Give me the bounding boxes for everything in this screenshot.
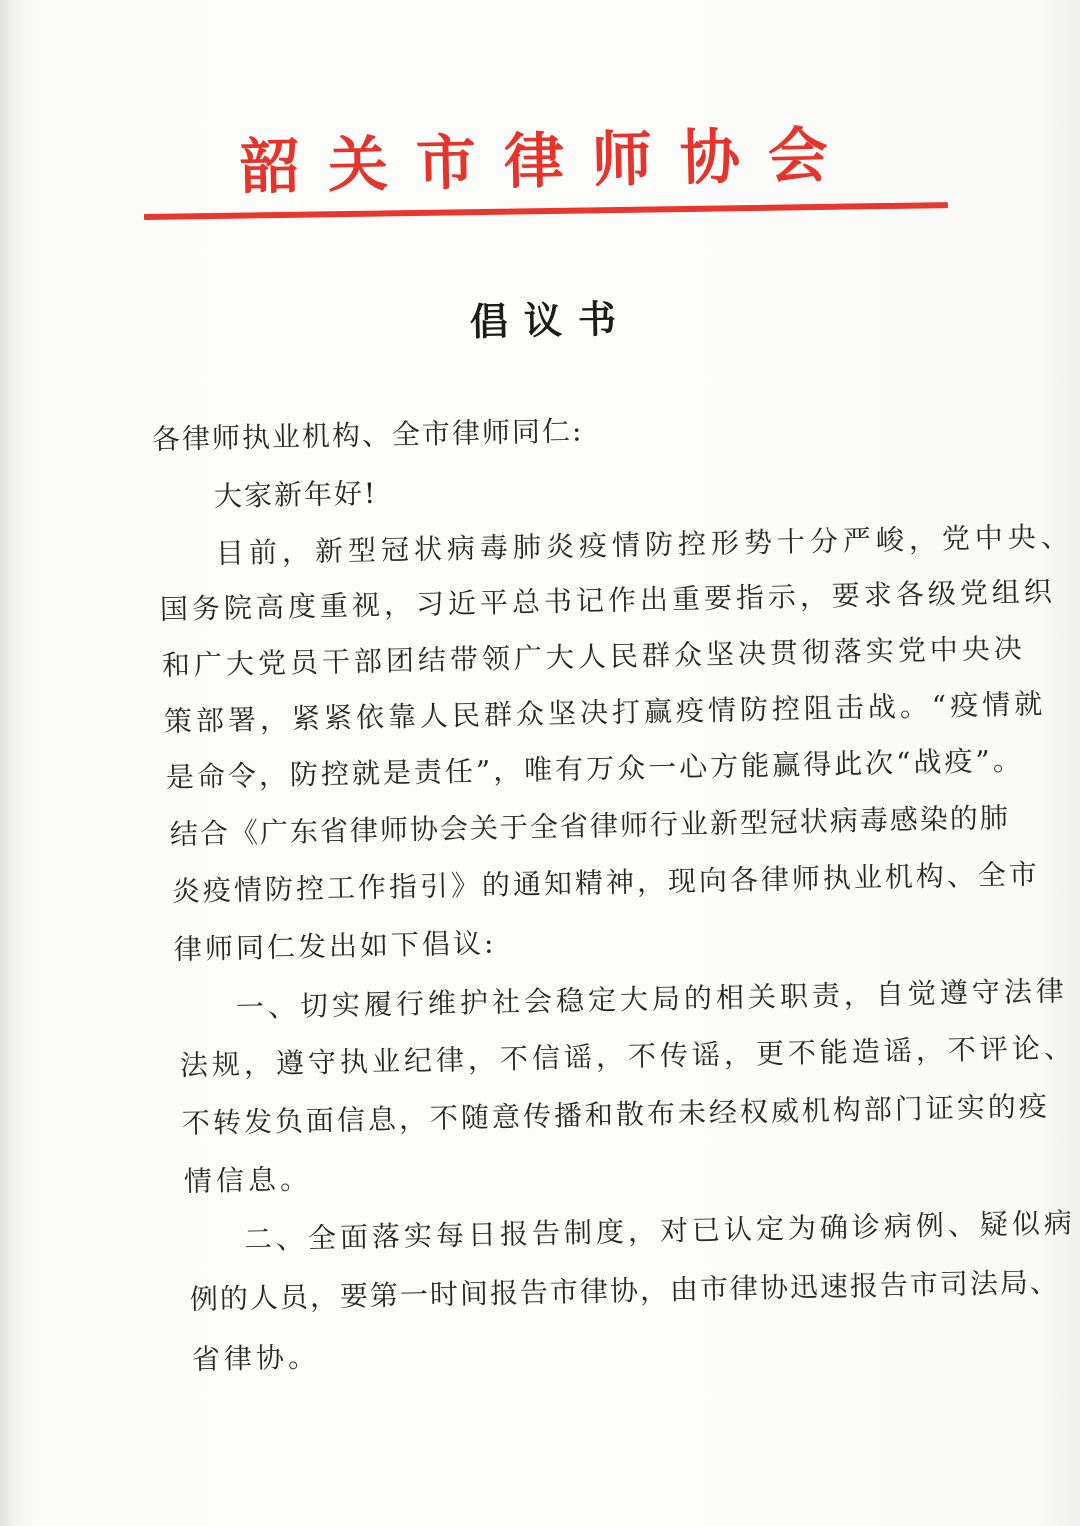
- body-line: 法规，遵守执业纪律，不信谣，不传谣，更不能造谣，不评论、: [179, 1031, 1077, 1082]
- body-line: 情信息。: [183, 1162, 313, 1198]
- body-line: 结合《广东省律师协会关于全省律师行业新型冠状病毒感染的肺: [169, 801, 1011, 851]
- letterhead-organization: 韶关市律师协会: [239, 120, 857, 203]
- body-line: 省律协。: [191, 1340, 321, 1376]
- body-line: 一、切实履行维护社会稳定大局的相关职责，自觉遵守法律: [235, 974, 1069, 1024]
- body-line: 不转发负面信息，不随意传播和散布未经权威机构部门证实的疫: [181, 1089, 1051, 1140]
- body-line: 例的人员，要第一时间报告市律协，由市律协迅速报告市司法局、: [189, 1265, 1061, 1316]
- salutation-line: 各律师执业机构、全市律师同仁:: [151, 414, 584, 456]
- body-line: 二、全面落实每日报告制度，对已认定为确诊病例、疑似病: [243, 1206, 1077, 1256]
- body-line: 策部署，紧紧依靠人民群众坚决打赢疫情防控阻击战。“疫情就: [163, 687, 1047, 738]
- document-title: 倡议书: [469, 295, 633, 345]
- body-line: 律师同仁发出如下倡议:: [173, 926, 497, 966]
- body-line: 国务院高度重视，习近平总书记作出重要指示，要求各级党组织: [159, 575, 1057, 626]
- greeting-line: 大家新年好!: [213, 476, 378, 513]
- body-line: 是命令，防控就是责任”，唯有万众一心方能赢得此次“战疫”。: [165, 743, 1025, 794]
- body-line: 炎疫情防控工作指引》的通知精神，现向各律师执业机构、全市: [171, 857, 1041, 908]
- body-line: 目前，新型冠状病毒肺炎疫情防控形势十分严峻，党中央、: [215, 519, 1075, 570]
- body-line: 和广大党员干部团结带领广大人民群众坚决贯彻落实党中央决: [161, 631, 1027, 682]
